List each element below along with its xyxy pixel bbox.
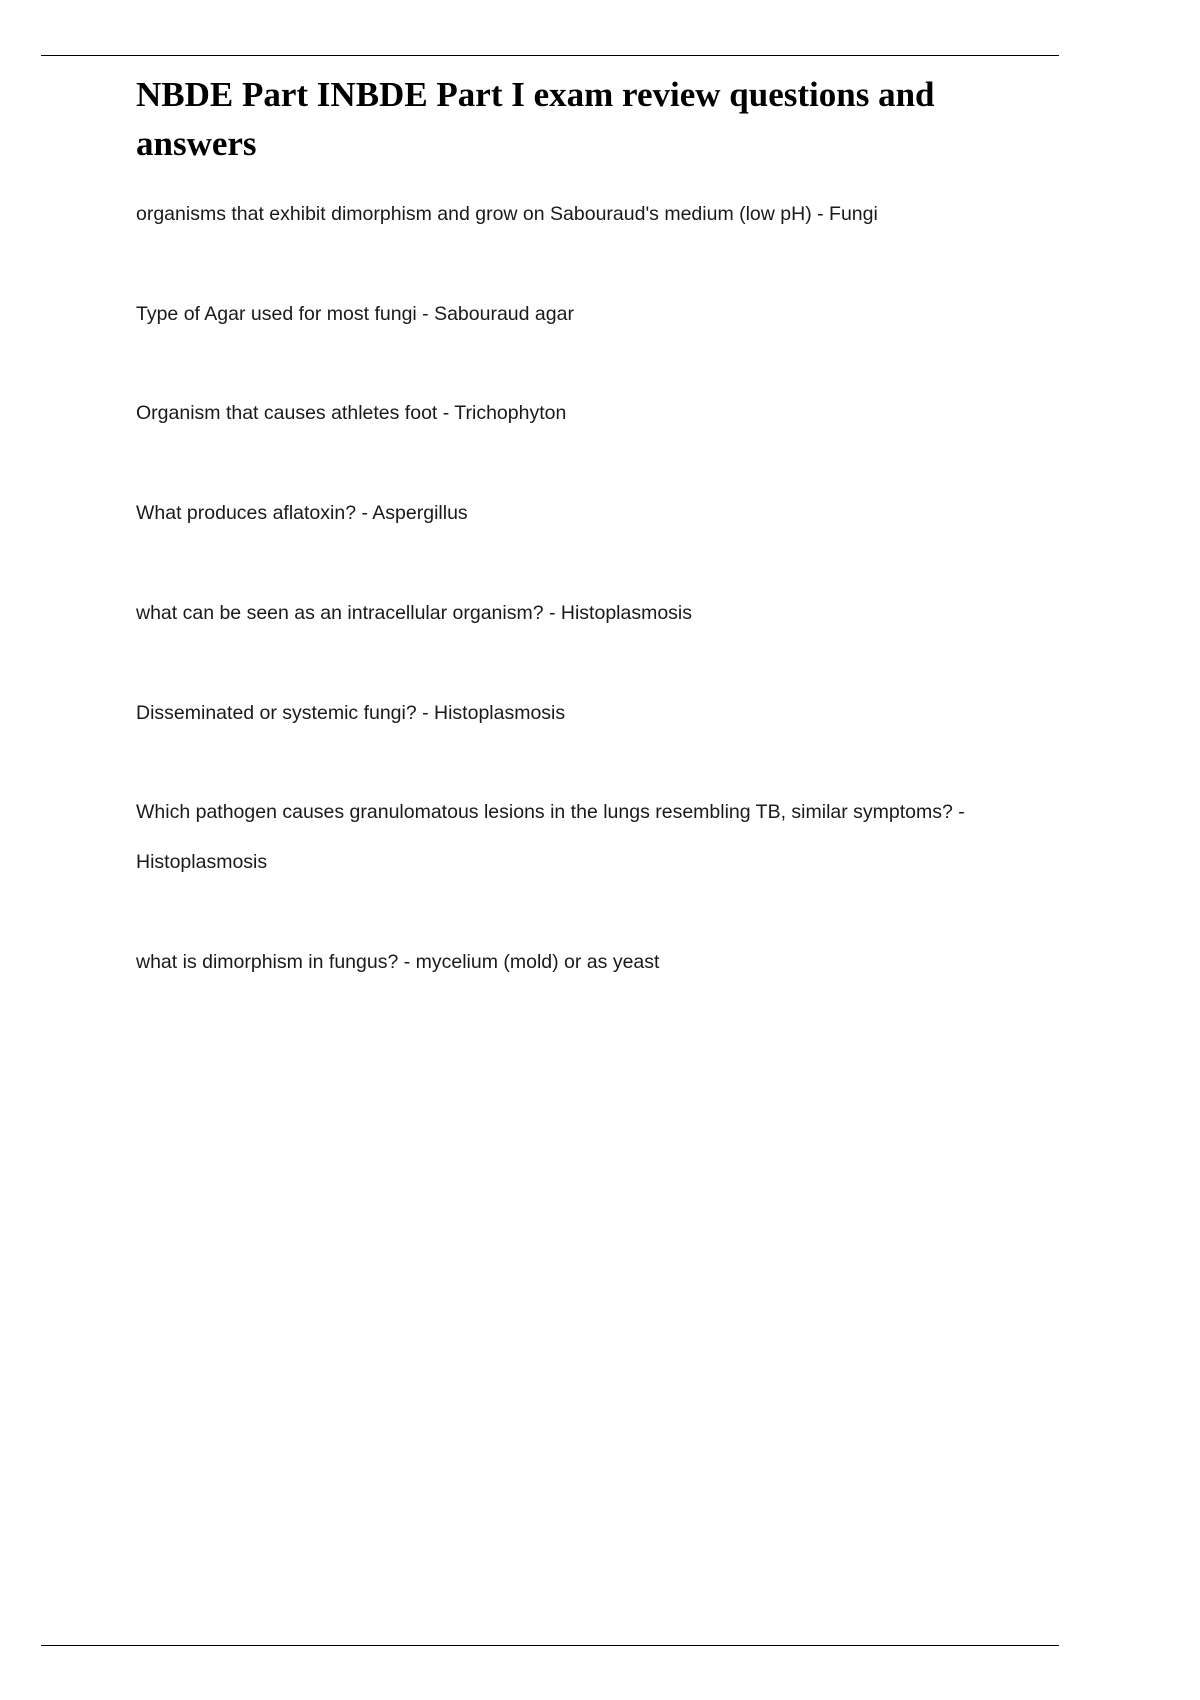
header-divider bbox=[41, 55, 1059, 56]
qa-item: organisms that exhibit dimorphism and grow on Sabouraud's medium (low pH) - Fungi bbox=[136, 203, 878, 225]
page-title: NBDE Part INBDE Part I exam review questions and answers bbox=[136, 75, 935, 163]
qa-item: What produces aflatoxin? - Aspergillus bbox=[136, 502, 468, 525]
document-content bbox=[136, 70, 1016, 987]
qa-list bbox=[136, 190, 1016, 987]
qa-item: what can be seen as an intracellular organism? - Histoplasmosis bbox=[136, 601, 693, 624]
qa-item: Which pathogen causes granulomatous lesions in the lungs resembling TB, similar symptoms? - Histoplasmosis bbox=[136, 801, 965, 874]
qa-item: Organism that causes athletes foot - Trichophyton bbox=[136, 402, 567, 425]
qa-item: Type of Agar used for most fungi - Sabouraud agar bbox=[136, 302, 574, 325]
qa-item: Disseminated or systemic fungi? - Histoplasmosis bbox=[136, 701, 566, 724]
qa-item: what is dimorphism in fungus? - mycelium (mold) or as yeast bbox=[136, 950, 660, 973]
footer-divider bbox=[41, 1645, 1059, 1646]
